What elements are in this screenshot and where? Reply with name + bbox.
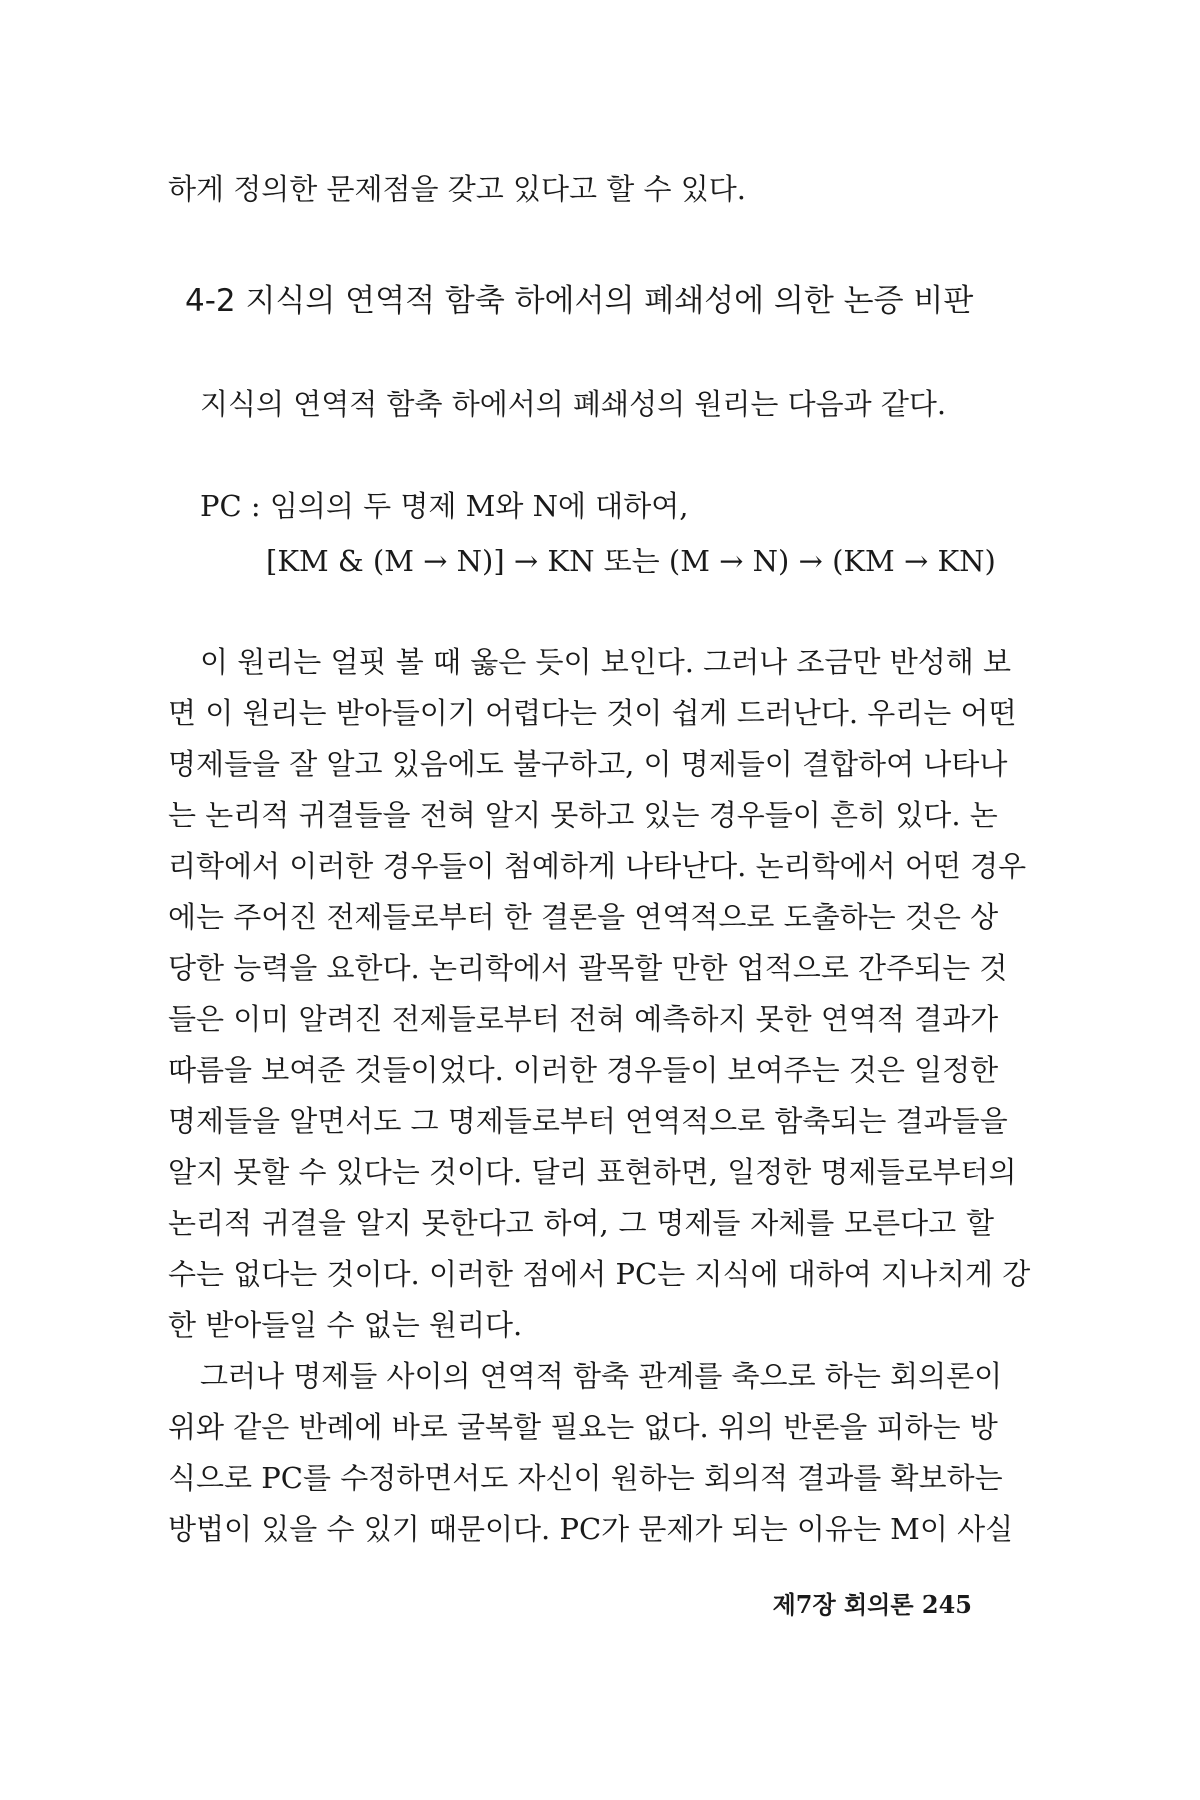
principle-intro: 지식의 연역적 함축 하에서의 폐쇄성의 원리는 다음과 같다. <box>200 387 947 421</box>
paragraph-1-line: 한 받아들일 수 없는 원리다. <box>168 1308 523 1342</box>
paragraph-1-line: 에는 주어진 전제들로부터 한 결론을 연역적으로 도출하는 것은 상 <box>168 900 999 934</box>
formula-expression: [KM & (M → N)] → KN 또는 (M → N) → (KM → KN) <box>266 544 996 578</box>
paragraph-1-line: 이 원리는 얼핏 볼 때 옳은 듯이 보인다. 그러나 조금만 반성해 보 <box>200 645 1011 679</box>
intro-line: 하게 정의한 문제점을 갖고 있다고 할 수 있다. <box>168 172 746 206</box>
paragraph-1-line: 알지 못할 수 있다는 것이다. 달리 표현하면, 일정한 명제들로부터의 <box>168 1155 1017 1189</box>
paragraph-1-line: 명제들을 잘 알고 있음에도 불구하고, 이 명제들이 결합하여 나타나 <box>168 747 1008 781</box>
paragraph-1-line: 면 이 원리는 받아들이기 어렵다는 것이 쉽게 드러난다. 우리는 어떤 <box>168 696 1017 730</box>
paragraph-2-line: 방법이 있을 수 있기 때문이다. PC가 문제가 되는 이유는 M이 사실 <box>168 1512 1014 1546</box>
paragraph-2-line: 위와 같은 반례에 바로 굴복할 필요는 없다. 위의 반론을 피하는 방 <box>168 1410 998 1444</box>
paragraph-1-line: 수는 없다는 것이다. 이러한 점에서 PC는 지식에 대하여 지나치게 강 <box>168 1257 1031 1291</box>
paragraph-1-line: 리학에서 이러한 경우들이 첨예하게 나타난다. 논리학에서 어떤 경우 <box>168 849 1027 883</box>
paragraph-1-line: 따름을 보여준 것들이었다. 이러한 경우들이 보여주는 것은 일정한 <box>168 1053 999 1087</box>
formula-label: PC : 임의의 두 명제 M와 N에 대하여, <box>200 489 689 523</box>
paragraph-1-line: 들은 이미 알려진 전제들로부터 전혀 예측하지 못한 연역적 결과가 <box>168 1002 999 1036</box>
page-footer: 제7장 회의론 245 <box>772 1590 972 1619</box>
paragraph-2-line: 그러나 명제들 사이의 연역적 함축 관계를 축으로 하는 회의론이 <box>200 1359 1003 1393</box>
section-heading: 4-2 지식의 연역적 함축 하에서의 폐쇄성에 의한 논증 비판 <box>185 283 974 319</box>
paragraph-1-line: 명제들을 알면서도 그 명제들로부터 연역적으로 함축되는 결과들을 <box>168 1104 1008 1138</box>
paragraph-2-line: 식으로 PC를 수정하면서도 자신이 원하는 회의적 결과를 확보하는 <box>168 1461 1003 1495</box>
paragraph-1-line: 논리적 귀결을 알지 못한다고 하여, 그 명제들 자체를 모른다고 할 <box>168 1206 994 1240</box>
paragraph-1-line: 당한 능력을 요한다. 논리학에서 괄목할 만한 업적으로 간주되는 것 <box>168 951 1008 985</box>
paragraph-1-line: 는 논리적 귀결들을 전혀 알지 못하고 있는 경우들이 흔히 있다. 논 <box>168 798 998 832</box>
